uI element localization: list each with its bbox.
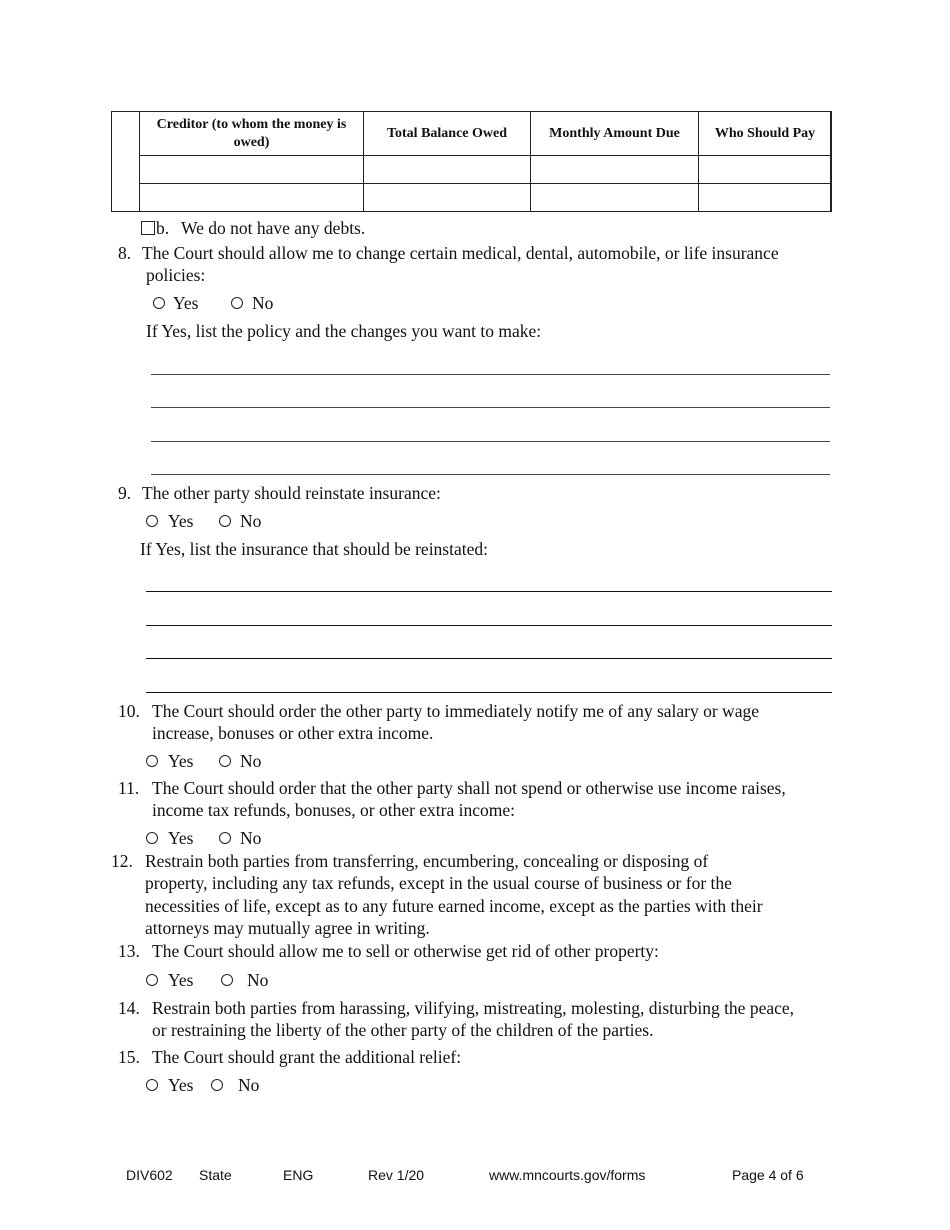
item-8-yes-label: Yes xyxy=(173,293,199,313)
item-11-yes-label: Yes xyxy=(168,828,194,848)
item-13-no-radio[interactable] xyxy=(221,974,233,986)
col-header-total-balance: Total Balance Owed xyxy=(364,112,531,156)
col-header-creditor: Creditor (to whom the money is owed) xyxy=(140,112,364,156)
item-8-no-label: No xyxy=(252,293,274,313)
item-8-write-line[interactable] xyxy=(151,374,830,375)
col-header-monthly-amount: Monthly Amount Due xyxy=(531,112,699,156)
table-cell[interactable] xyxy=(140,156,364,184)
item-13-number: 13. xyxy=(118,941,140,961)
item-10-no-label: No xyxy=(240,751,262,771)
item-8-write-line[interactable] xyxy=(151,441,830,442)
item-13-yes-label: Yes xyxy=(168,970,194,990)
table-cell[interactable] xyxy=(364,156,531,184)
item-9-yes-label: Yes xyxy=(168,511,194,531)
item-11-line2: income tax refunds, bonuses, or other extra income: xyxy=(152,800,516,820)
item-8-no-radio[interactable] xyxy=(231,297,243,309)
item-15-no-radio[interactable] xyxy=(211,1079,223,1091)
item-9-write-line[interactable] xyxy=(146,591,832,592)
item-9-no-label: No xyxy=(240,511,262,531)
item-13-line1: The Court should allow me to sell or otherwise get rid of other property: xyxy=(152,941,659,961)
item-13-yes-radio[interactable] xyxy=(146,974,158,986)
item-11-no-label: No xyxy=(240,828,262,848)
item-9-yes-radio[interactable] xyxy=(146,515,158,527)
item-10-yes-label: Yes xyxy=(168,751,194,771)
table-cell[interactable] xyxy=(531,156,699,184)
item-9-write-line[interactable] xyxy=(146,658,832,659)
col-header-who-pays: Who Should Pay xyxy=(699,112,832,156)
footer-state: State xyxy=(199,1167,232,1183)
item-10-line2: increase, bonuses or other extra income. xyxy=(152,723,434,743)
table-cell[interactable] xyxy=(699,184,832,212)
item-8-write-line[interactable] xyxy=(151,407,830,408)
item-15-no-label: No xyxy=(238,1075,260,1095)
item-9-write-line[interactable] xyxy=(146,692,832,693)
table-row xyxy=(140,156,832,184)
item-8-followup: If Yes, list the policy and the changes you want to make: xyxy=(146,321,542,341)
table-cell[interactable] xyxy=(140,184,364,212)
item-8-number: 8. xyxy=(118,243,132,263)
item-8-write-line[interactable] xyxy=(151,474,830,475)
item-10-no-radio[interactable] xyxy=(219,755,231,767)
item-12-line4: attorneys may mutually agree in writing. xyxy=(145,918,430,938)
item-10-line1: The Court should order the other party to immediately notify me of any salary or wage xyxy=(152,701,759,721)
item-12-number: 12. xyxy=(111,851,133,871)
item-11-line1: The Court should order that the other party shall not spend or otherwise use income raises, xyxy=(152,778,786,798)
table-row xyxy=(140,184,832,212)
item-15-line1: The Court should grant the additional relief: xyxy=(152,1047,462,1067)
item-15-yes-radio[interactable] xyxy=(146,1079,158,1091)
item-8-yes-radio[interactable] xyxy=(153,297,165,309)
footer-form-id: DIV602 xyxy=(126,1167,173,1183)
debts-table-header-row xyxy=(140,112,832,156)
item-9-write-line[interactable] xyxy=(146,625,832,626)
item-10-number: 10. xyxy=(118,701,140,721)
item-14-line2: or restraining the liberty of the other party of the children of the parties. xyxy=(152,1020,654,1040)
item-14-line1: Restrain both parties from harassing, vilifying, mistreating, molesting, disturbing the peace, xyxy=(152,998,795,1018)
debts-table xyxy=(139,111,832,212)
item-11-yes-radio[interactable] xyxy=(146,832,158,844)
item-9-number: 9. xyxy=(118,483,132,503)
item-12-line2: property, including any tax refunds, except in the usual course of business or for the xyxy=(145,873,732,893)
item-13-no-label: No xyxy=(247,970,269,990)
item-9-line1: The other party should reinstate insurance: xyxy=(142,483,441,503)
footer-url: www.mncourts.gov/forms xyxy=(489,1167,646,1183)
item-15-number: 15. xyxy=(118,1047,140,1067)
item-7b-letter: b. xyxy=(156,218,170,238)
footer-language: ENG xyxy=(283,1167,314,1183)
item-10-yes-radio[interactable] xyxy=(146,755,158,767)
item-15-yes-label: Yes xyxy=(168,1075,194,1095)
item-8-line1: The Court should allow me to change certain medical, dental, automobile, or life insurance xyxy=(142,243,779,263)
table-cell[interactable] xyxy=(699,156,832,184)
footer-page-number: Page 4 of 6 xyxy=(732,1167,804,1183)
table-cell[interactable] xyxy=(531,184,699,212)
item-11-number: 11. xyxy=(118,778,140,798)
item-11-no-radio[interactable] xyxy=(219,832,231,844)
no-debts-checkbox[interactable] xyxy=(141,221,155,235)
item-14-number: 14. xyxy=(118,998,140,1018)
item-12-line3: necessities of life, except as to any future earned income, except as the parties with their xyxy=(145,896,763,916)
item-9-no-radio[interactable] xyxy=(219,515,231,527)
item-8-line2: policies: xyxy=(146,265,206,285)
item-7b-text: We do not have any debts. xyxy=(181,218,366,238)
item-12-line1: Restrain both parties from transferring, encumbering, concealing or disposing of xyxy=(145,851,709,871)
item-9-followup: If Yes, list the insurance that should be reinstated: xyxy=(140,539,488,559)
table-cell[interactable] xyxy=(364,184,531,212)
footer-revision: Rev 1/20 xyxy=(368,1167,425,1183)
